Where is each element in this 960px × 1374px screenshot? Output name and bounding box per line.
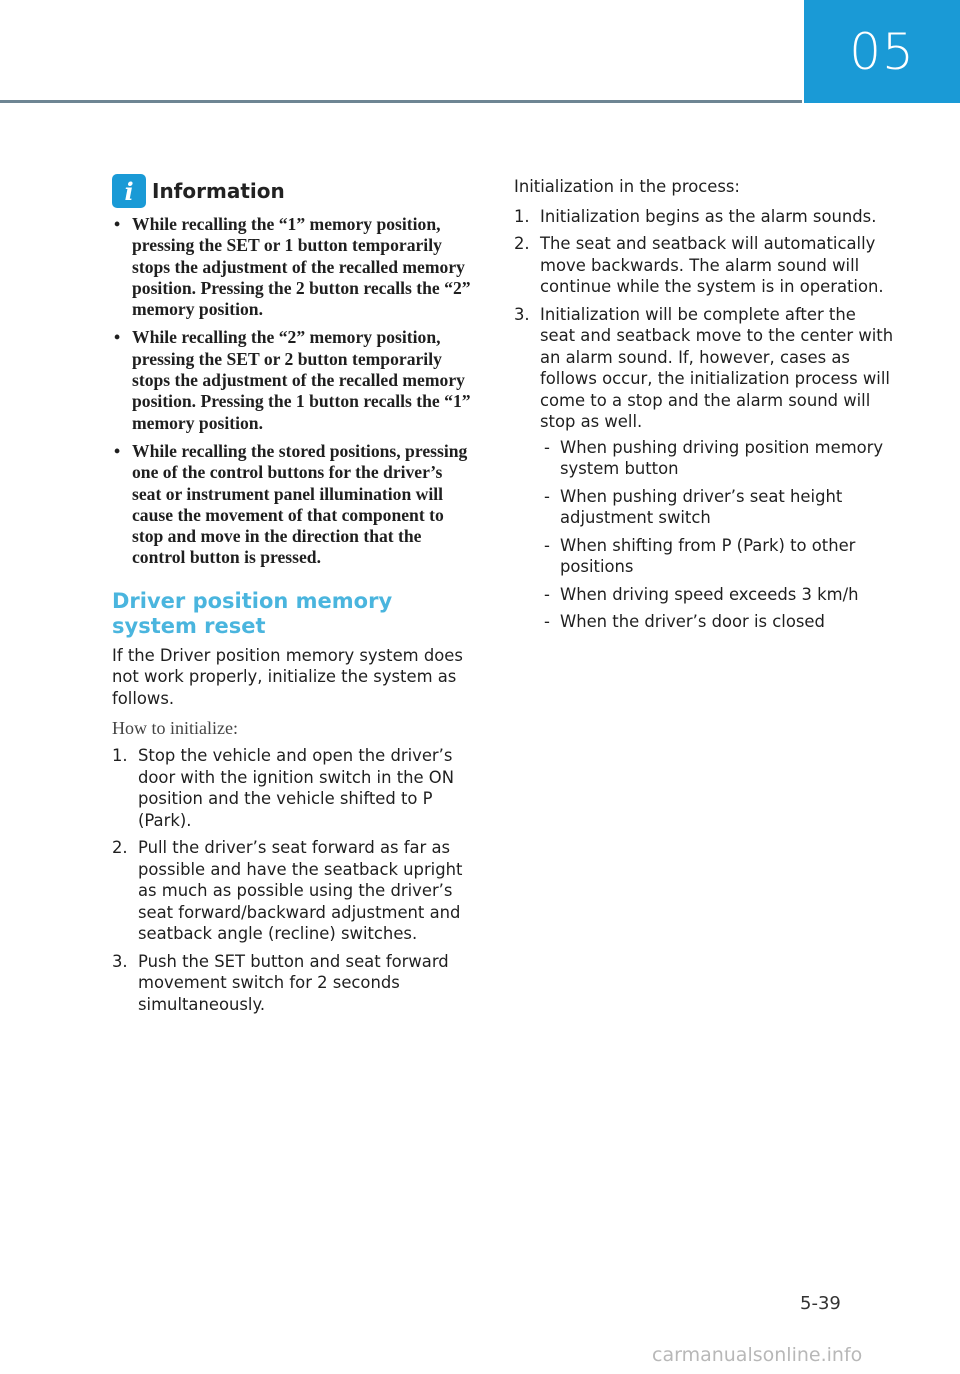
info-bullet: • While recalling the “1” memory position, pressing the SET or 1 button temporarily stops the adjustment of the recalled memory position. Pressing the 2 button recalls the “2” memory position.: [114, 214, 471, 320]
information-icon: i: [112, 174, 146, 208]
stop-case: - When the driver’s door is closed: [544, 612, 825, 631]
header-rule: [0, 100, 802, 103]
step-item: 2. The seat and seatback will automatically move backwards. The alarm sound will continue while the system is in operation.: [514, 234, 884, 296]
stop-case-list: [540, 437, 894, 633]
watermark: carmanualsonline.info: [652, 1344, 863, 1366]
step-item: 1. Initialization begins as the alarm sounds.: [514, 206, 877, 226]
chapter-tab: [804, 0, 960, 103]
step-item: 3. Initialization will be complete after the seat and seatback move to the center with an alarm sound. If, however, cases as follows occur, the initialization process will come to a stop and the alarm sound will stop as well. - When pushing driving position memory system button - When pushing driver’s seat height adjustment switch - When shifting from P (Park) to other positions - When driving speed exceeds 3 km/h - When the driver’s door is closed: [514, 304, 894, 631]
info-bullet: • While recalling the “2” memory position, pressing the SET or 2 button temporarily stops the adjustment of the recalled memory position. Pressing the 1 button recalls the “1” memory position.: [114, 327, 471, 433]
page-number: 5-39: [800, 1293, 841, 1314]
stop-case: - When driving speed exceeds 3 km/h: [544, 584, 859, 604]
process-heading: Initialization in the process:: [514, 177, 740, 196]
stop-case: - When shifting from P (Park) to other positions: [544, 535, 856, 576]
step-item: 3. Push the SET button and seat forward movement switch for 2 seconds simultaneously.: [112, 951, 449, 1014]
info-bullet: • While recalling the stored positions, pressing one of the control buttons for the driver’s seat or instrument panel illumination will cause the movement of that component to stop and move in the direction that the control button is pressed.: [114, 440, 468, 568]
stop-case: - When pushing driving position memory system button: [544, 437, 884, 478]
step-item: 1. Stop the vehicle and open the driver’s door with the ignition switch in the ON position and the vehicle shifted to P (Park).: [112, 746, 454, 830]
left-column: [112, 174, 474, 1021]
stop-case: - When pushing driver’s seat height adjustment switch: [544, 486, 843, 527]
initialize-steps: [112, 745, 474, 1015]
right-column: [514, 176, 894, 639]
section-intro: If the Driver position memory system does not work properly, initialize the system as follows.: [112, 645, 463, 708]
step-item: 2. Pull the driver’s seat forward as far as possible and have the seatback upright as much as possible using the driver’s seat forward/backward adjustment and seatback angle (recline) switches.: [112, 838, 463, 944]
info-bullet-list: [112, 214, 474, 569]
info-title: Information: [152, 179, 285, 203]
chapter-number: 05: [849, 22, 915, 81]
how-to-heading: How to initialize:: [112, 718, 238, 739]
info-header: [112, 174, 474, 208]
section-title: Driver position memory system reset: [112, 588, 393, 638]
process-steps: [514, 206, 894, 633]
